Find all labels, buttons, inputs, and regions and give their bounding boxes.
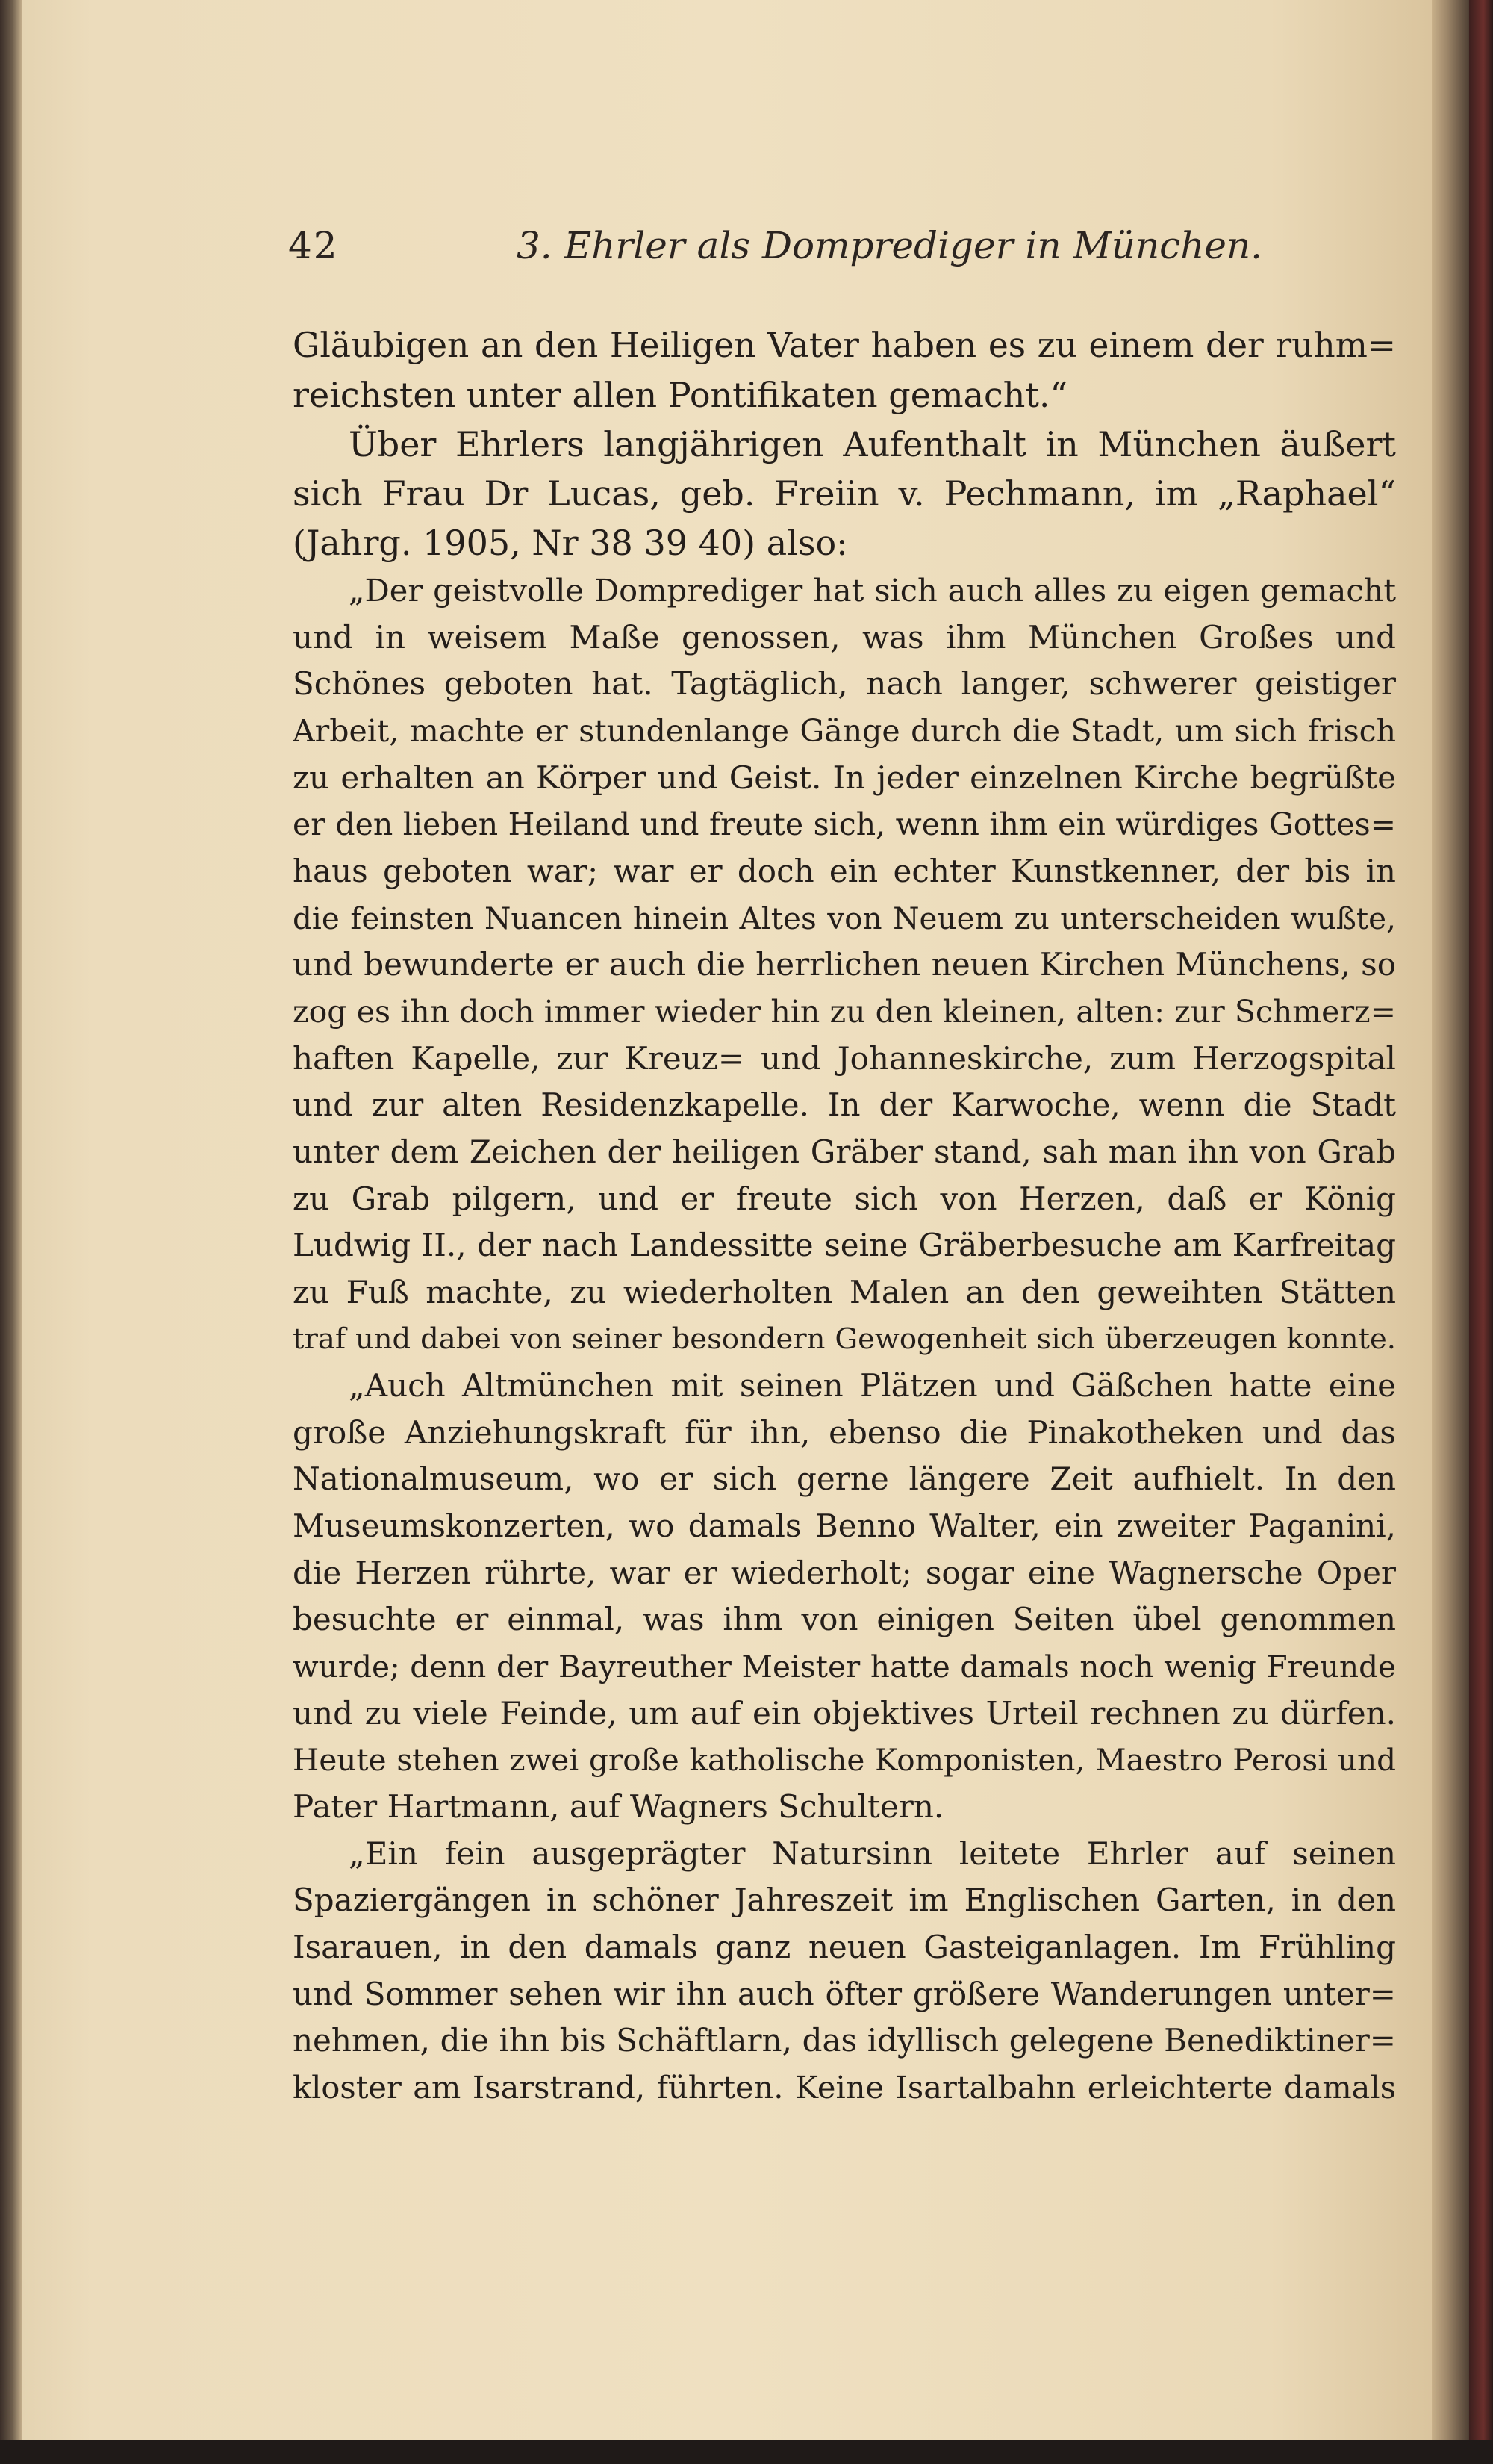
text-line: Schönes geboten hat. Tagtäglich, nach langer, schwerer geistiger: [293, 665, 1396, 703]
text-line: besuchte er einmal, was ihm von einigen Seiten übel genommen: [293, 1601, 1396, 1638]
text-line: „Der geistvolle Domprediger hat sich auch alles zu eigen gemacht: [349, 572, 1396, 609]
text-line: die Herzen rührte, war er wiederholt; sogar eine Wagnersche Oper: [293, 1554, 1396, 1591]
text-line: sich Frau Dr Lucas, geb. Freiin v. Pechmann, im „Raphael“: [293, 473, 1396, 514]
book-page: [22, 0, 1441, 2440]
text-line: und in weisem Maße genossen, was ihm München Großes und: [293, 618, 1396, 656]
quote-paragraph: [293, 1831, 1396, 2112]
text-line: Arbeit, machte er stundenlange Gänge durch die Stadt, um sich frisch: [293, 712, 1396, 749]
text-line: nehmen, die ihn bis Schäftlarn, das idyllisch gelegene Benediktiner=: [293, 2022, 1396, 2059]
text-line: zog es ihn doch immer wieder hin zu den kleinen, alten: zur Schmerz=: [293, 993, 1396, 1030]
text-line: „Ein fein ausgeprägter Natursinn leitete Ehrler auf seinen: [349, 1835, 1396, 1872]
right-cover-edge: [1469, 0, 1493, 2464]
text-line: Ludwig II., der nach Landessitte seine Gräberbesuche am Karfreitag: [293, 1227, 1396, 1264]
running-head: [288, 224, 1393, 284]
text-line: und bewunderte er auch die herrlichen neuen Kirchen Münchens, so: [293, 946, 1396, 983]
text-line: haften Kapelle, zur Kreuz= und Johanneskirche, zum Herzogspital: [293, 1039, 1396, 1077]
text-line: kloster am Isarstrand, führten. Keine Isartalbahn erleichterte damals: [293, 2069, 1396, 2106]
bottom-edge: [0, 2440, 1493, 2464]
left-binding-edge: [0, 0, 22, 2464]
text-line: (Jahrg. 1905, Nr 38 39 40) also:: [293, 523, 848, 563]
text-line: und Sommer sehen wir ihn auch öfter größere Wanderungen unter=: [293, 1975, 1396, 2012]
text-line: Nationalmuseum, wo er sich gerne längere Zeit aufhielt. In den: [293, 1460, 1396, 1498]
text-line: „Auch Altmünchen mit seinen Plätzen und Gäßchen hatte eine: [349, 1367, 1396, 1404]
text-line: Museumskonzerten, wo damals Benno Walter, ein zweiter Paganini,: [293, 1508, 1396, 1545]
text-line: Über Ehrlers langjährigen Aufenthalt in München äußert: [349, 424, 1396, 464]
text-line: die feinsten Nuancen hinein Altes von Neuem zu unterscheiden wußte,: [293, 900, 1396, 936]
text-block: [293, 321, 1396, 2112]
quote-paragraph: [293, 567, 1396, 1363]
text-line: große Anziehungskraft für ihn, ebenso die Pinakotheken und das: [293, 1413, 1396, 1451]
text-line: zu Fuß machte, zu wiederholten Malen an den geweihten Stätten: [293, 1273, 1396, 1310]
text-line: Heute stehen zwei große katholische Komponisten, Maestro Perosi und: [293, 1742, 1396, 1779]
text-line: haus geboten war; war er doch ein echter Kunstkenner, der bis in: [293, 852, 1396, 889]
text-line: unter dem Zeichen der heiligen Gräber stand, sah man ihn von Grab: [293, 1133, 1396, 1170]
text-line: reichsten unter allen Pontifikaten gemacht.“: [293, 375, 1068, 415]
text-line: Gläubigen an den Heiligen Vater haben es zu einem der ruhm=: [293, 326, 1396, 365]
text-line: wurde; denn der Bayreuther Meister hatte damals noch wenig Freunde: [293, 1649, 1396, 1685]
text-line: traf und dabei von seiner besondern Gewogenheit sich überzeugen konnte.: [293, 1322, 1396, 1356]
text-line: zu erhalten an Körper und Geist. In jeder einzelnen Kirche begrüßte: [293, 759, 1396, 796]
text-line: zu Grab pilgern, und er freute sich von Herzen, daß er König: [293, 1180, 1396, 1217]
quote-paragraph: [293, 1363, 1396, 1831]
text-line: Pater Hartmann, auf Wagners Schultern.: [293, 1788, 944, 1826]
text-line: Spaziergängen in schöner Jahreszeit im Englischen Garten, in den: [293, 1882, 1396, 1919]
text-line: er den lieben Heiland und freute sich, wenn ihm ein würdiges Gottes=: [293, 806, 1396, 843]
text-line: und zur alten Residenzkapelle. In der Karwoche, wenn die Stadt: [293, 1086, 1396, 1124]
text-line: Isarauen, in den damals ganz neuen Gasteiganlagen. Im Frühling: [293, 1929, 1396, 1966]
chapter-title: 3. Ehrler als Domprediger in München.: [517, 224, 1262, 267]
intro-paragraph: [293, 321, 1396, 567]
text-line: und zu viele Feinde, um auf ein objektives Urteil rechnen zu dürfen.: [293, 1694, 1396, 1732]
page-number: 42: [288, 224, 339, 267]
page-edge-shadow: [1432, 0, 1469, 2440]
